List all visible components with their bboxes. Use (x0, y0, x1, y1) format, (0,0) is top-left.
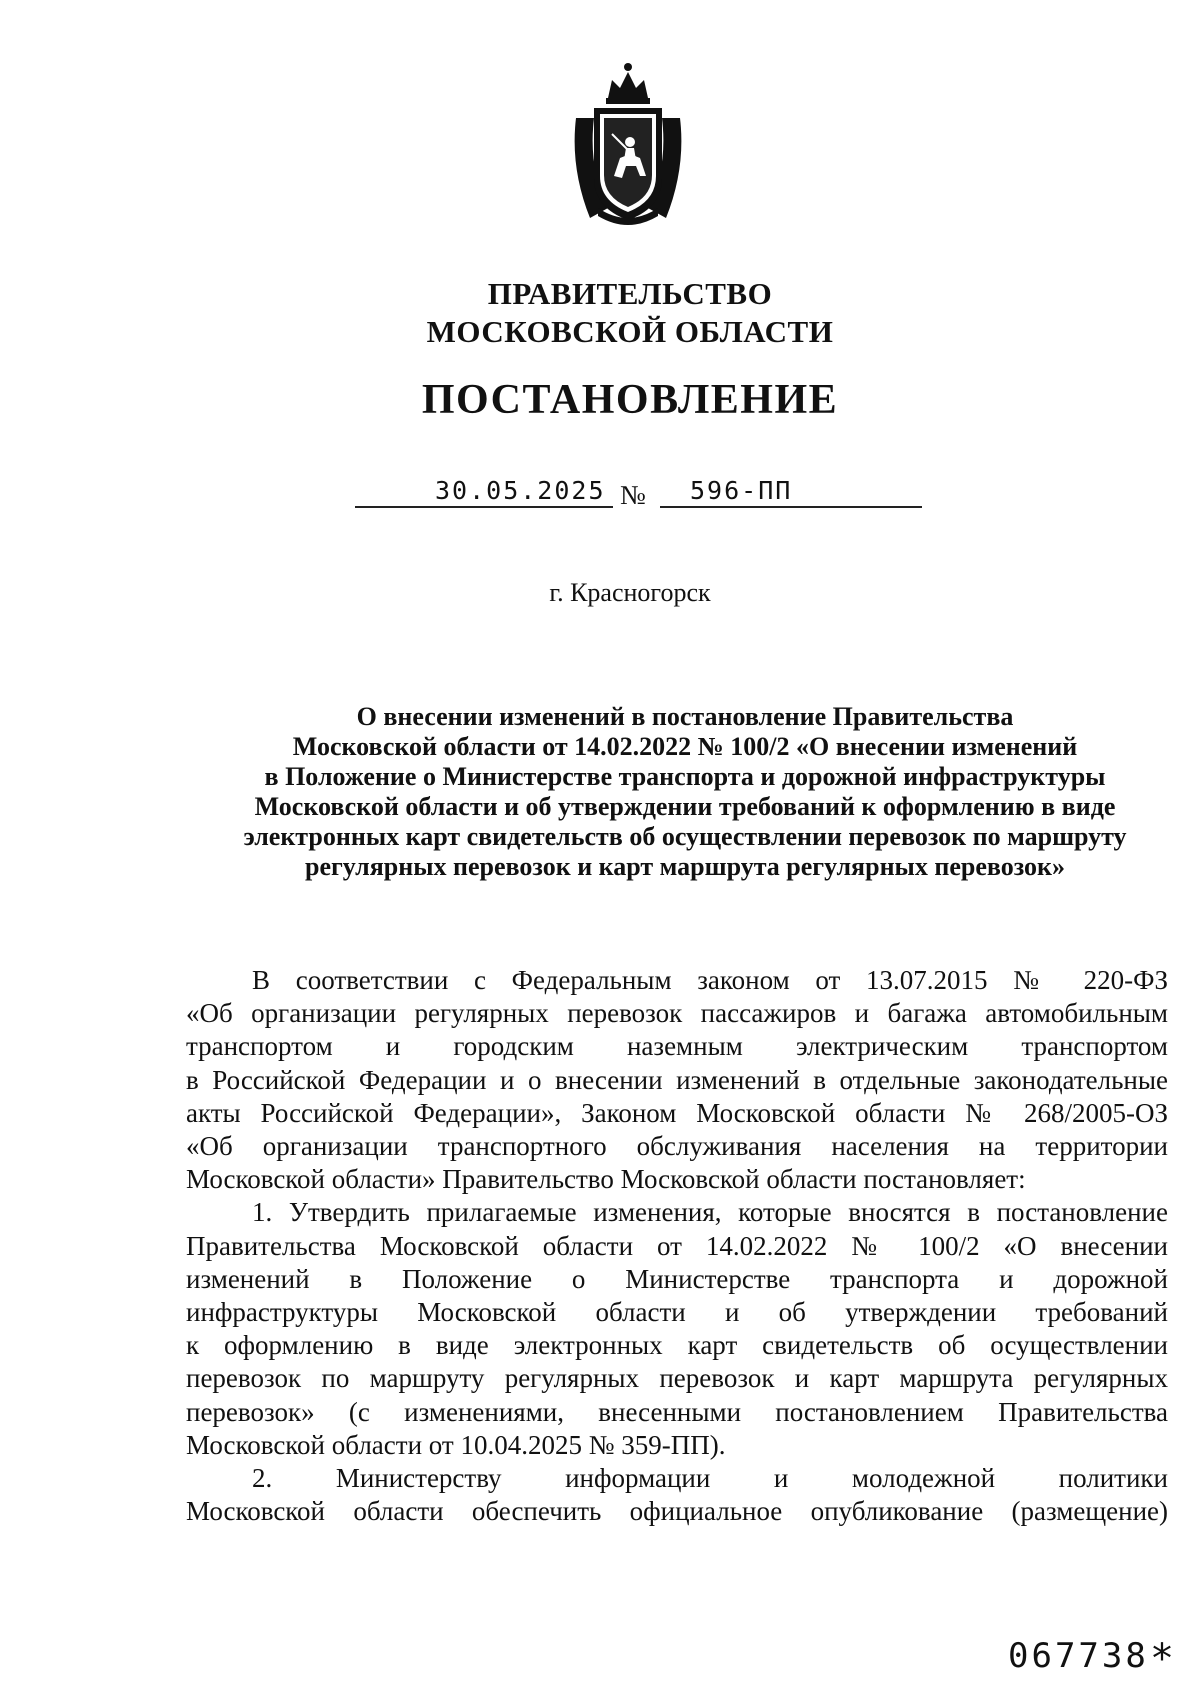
asterisk-mark: * (1152, 1636, 1172, 1682)
body-line: перевозок по маршруту регулярных перевозок и карт маршрута регулярных (186, 1363, 1168, 1394)
body-line: Московской области» Правительство Московской области постановляет: (186, 1164, 1026, 1195)
body-line: транспортом и городским наземным электрическим транспортом (186, 1031, 1168, 1062)
number-sign: № (620, 480, 646, 510)
title-line: электронных карт свидетельств об осуществлении перевозок по маршруту (243, 822, 1127, 851)
body-line: в Российской Федерации и о внесении изменений в отдельные законодательные (186, 1064, 1168, 1095)
body-line: Правительства Московской области от 14.02.2022 № 100/2 «О внесении (186, 1230, 1168, 1261)
date-underline (355, 506, 613, 508)
body-line: Московской области обеспечить официальное опубликование (размещение) (186, 1496, 1168, 1527)
body-line: «Об организации транспортного обслуживания населения на территории (186, 1131, 1168, 1162)
title-line: регулярных перевозок и карт маршрута регулярных перевозок» (304, 852, 1066, 881)
document-body (186, 964, 1168, 1528)
organization-name-line1: ПРАВИТЕЛЬСТВО (487, 276, 773, 311)
body-line: перевозок» (с изменениями, внесенными постановлением Правительства (186, 1396, 1168, 1427)
body-line: 2. Министерству информации и молодежной политики (252, 1463, 1168, 1494)
body-line: В соответствии с Федеральным законом от 13.07.2015 № 220-ФЗ (252, 965, 1168, 995)
body-line: 1. Утвердить прилагаемые изменения, которые вносятся в постановление (252, 1197, 1168, 1228)
title-line: О внесении изменений в постановление Правительства (356, 702, 1014, 731)
document-number: 596-ПП (690, 476, 793, 505)
body-line: «Об организации регулярных перевозок пассажиров и багажа автомобильным (186, 998, 1168, 1029)
title-line: в Положение о Министерстве транспорта и дорожной инфраструктуры (264, 762, 1106, 791)
moscow-oblast-coat-of-arms-icon (568, 58, 688, 226)
title-line: Московской области и об утверждении требований к оформлению в виде (254, 792, 1116, 821)
body-line: к оформлению в виде электронных карт свидетельств об осуществлении (186, 1330, 1168, 1361)
number-underline (660, 506, 922, 508)
title-line: Московской области от 14.02.2022 № 100/2 «О внесении изменений (292, 732, 1078, 761)
body-line: инфраструктуры Московской области и об утверждении требований (186, 1297, 1168, 1328)
body-line: акты Российской Федерации», Законом Московской области № 268/2005-ОЗ (186, 1097, 1168, 1128)
body-line: Московской области от 10.04.2025 № 359-ПП). (186, 1429, 726, 1460)
city-name: г. Красногорск (549, 578, 711, 607)
document-type: ПОСТАНОВЛЕНИЕ (421, 377, 839, 423)
document-date: 30.05.2025 (435, 476, 606, 505)
document-title (185, 702, 1185, 882)
serial-number: 067738 (1008, 1636, 1149, 1676)
organization-name-line2: МОСКОВСКОЙ ОБЛАСТИ (426, 314, 834, 349)
body-line: изменений в Положение о Министерстве транспорта и дорожной (186, 1263, 1168, 1294)
